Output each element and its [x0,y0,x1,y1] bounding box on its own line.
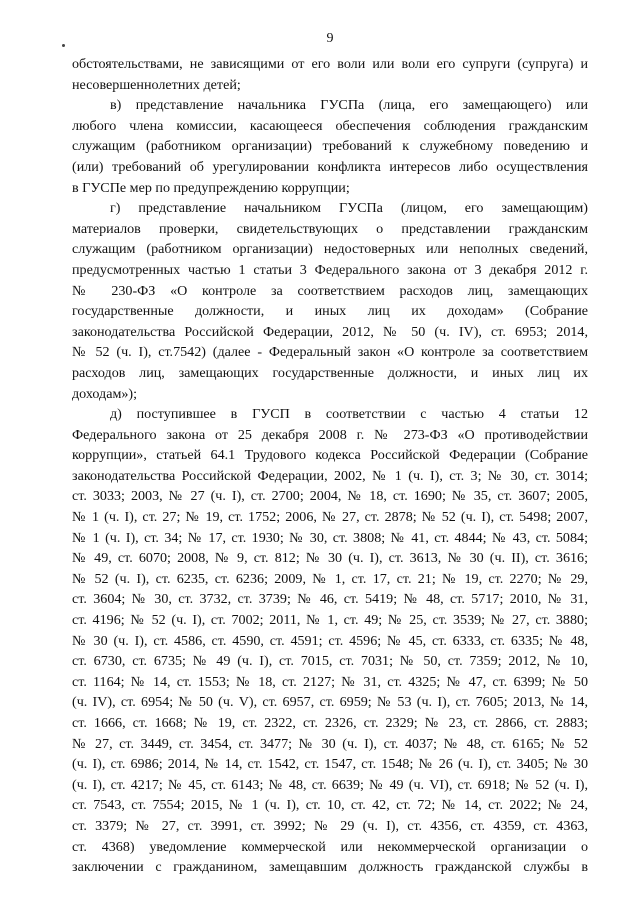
text-line: в ГУСПе мер по предупреждению коррупции; [72,179,350,196]
text-line: ст. 1164; № 14, ст. 1553; № 18, ст. 2127; № 31, ст. 4325; № 47, ст. 6399; № 50 [72,673,588,690]
text-line: коррупции», статьей 64.1 Трудового кодекса Российской Федерации (Собрание [72,447,588,464]
text-line: законодательства Российской Федерации, 2002, № 1 (ч. I), ст. 3; № 30, ст. 3014; [72,467,588,484]
text-line: ст. 3604; № 30, ст. 3732, ст. 3739; № 46, ст. 5419; № 48, ст. 5717; 2010, № 31, [72,591,588,608]
text-line: (ч. I), ст. 4217; № 45, ст. 6143; № 48, ст. 6639; № 49 (ч. VI), ст. 6918; № 52 (ч. I), [72,776,588,793]
text-line: № 230-ФЗ «О контроле за соответствием расходов лиц, замещающих [72,282,588,299]
text-line: № 27, ст. 3449, ст. 3454, ст. 3477; № 30 (ч. I), ст. 4037; № 48, ст. 6165; № 52 [72,735,588,752]
text-line: заключении с гражданином, замещавшим должность гражданской службы в [72,859,588,876]
text-line: доходам»); [72,385,138,402]
text-line: № 1 (ч. I), ст. 34; № 17, ст. 1930; № 30, ст. 3808; № 41, ст. 4844; № 43, ст. 5084; [72,529,588,546]
text-line: ст. 4196; № 52 (ч. I), ст. 7002; 2011, № 1, ст. 49; № 25, ст. 3539; № 27, ст. 3880; [72,612,588,629]
text-line: № 52 (ч. I), ст.7542) (далее - Федеральный закон «О контроле за соответствием [72,344,588,361]
scan-speck [62,44,65,47]
text-line: ст. 3033; 2003, № 27 (ч. I), ст. 2700; 2004, № 18, ст. 1690; № 35, ст. 3607; 2005, [72,488,588,505]
text-line: ст. 6730, ст. 6735; № 49 (ч. I), ст. 7015, ст. 7031; № 50, ст. 7359; 2012, № 10, [72,653,588,670]
text-line: любого члена комиссии, касающееся обеспечения соблюдения гражданским [72,117,588,134]
text-line: несовершеннолетних детей; [72,76,241,93]
text-line: служащим (работником организации) требований к служебному поведению и [72,138,588,155]
text-line: в) представление начальника ГУСПа (лица, его замещающего) или [110,97,588,114]
text-line: ст. 7543, ст. 7554; 2015, № 1 (ч. I), ст. 10, ст. 42, ст. 72; № 14, ст. 2022; № 24, [72,797,588,814]
page-number: 9 [326,31,334,46]
text-line: г) представление начальником ГУСПа (лицом, его замещающим) [110,200,588,217]
text-line: материалов проверки, свидетельствующих о представлении гражданским [72,220,588,237]
text-line: служащим (работником организации) недостоверных или неполных сведений, [72,241,588,258]
text-line: обстоятельствами, не зависящими от его воли или воли его супруги (супруга) и [72,56,588,72]
text-line: государственные должности, и иных лиц их доходам» (Собрание [72,303,588,320]
text-line: предусмотренных частью 1 статьи 3 Федерального закона от 3 декабря 2012 г. [72,261,588,278]
text-line: № 49, ст. 6070; 2008, № 9, ст. 812; № 30 (ч. I), ст. 3613, № 30 (ч. II), ст. 3616; [72,550,588,567]
text-line: законодательства Российской Федерации, 2012, № 50 (ч. IV), ст. 6953; 2014, [72,323,588,340]
text-line: (или) требований об урегулировании конфликта интересов либо осуществления [72,158,588,175]
text-line: (ч. I), ст. 6986; 2014, № 14, ст. 1542, ст. 1547, ст. 1548; № 26 (ч. I), ст. 3405; № 30 [72,756,588,773]
text-line: расходов лиц, замещающих государственные должности, и иных лиц их [72,364,588,381]
text-line: Федерального закона от 25 декабря 2008 г. № 273-ФЗ «О противодействии [72,426,588,443]
text-line: № 30 (ч. I), ст. 4586, ст. 4590, ст. 4591; ст. 4596; № 45, ст. 6333, ст. 6335; № 48, [72,632,588,649]
text-line: ст. 1666, ст. 1668; № 19, ст. 2322, ст. 2326, ст. 2329; № 23, ст. 2866, ст. 2883; [72,715,588,731]
document-body [72,54,588,878]
text-line: № 1 (ч. I), ст. 27; № 19, ст. 1752; 2006, № 27, ст. 2878; № 52 (ч. I), ст. 5498; 2007, [72,509,588,526]
text-line: ст. 4368) уведомление коммерческой или некоммерческой организации о [72,838,588,855]
text-line: ст. 3379; № 27, ст. 3991, ст. 3992; № 29 (ч. I), ст. 4356, ст. 4359, ст. 4363, [72,817,588,834]
text-line: д) поступившее в ГУСП в соответствии с частью 4 статьи 12 [110,406,588,423]
text-line: № 52 (ч. I), ст. 6235, ст. 6236; 2009, № 1, ст. 17, ст. 21; № 19, ст. 2270; № 29, [72,570,588,587]
text-line: (ч. IV), ст. 6954; № 50 (ч. V), ст. 6957, ст. 6959; № 53 (ч. I), ст. 7605; 2013, № 14, [72,694,588,711]
